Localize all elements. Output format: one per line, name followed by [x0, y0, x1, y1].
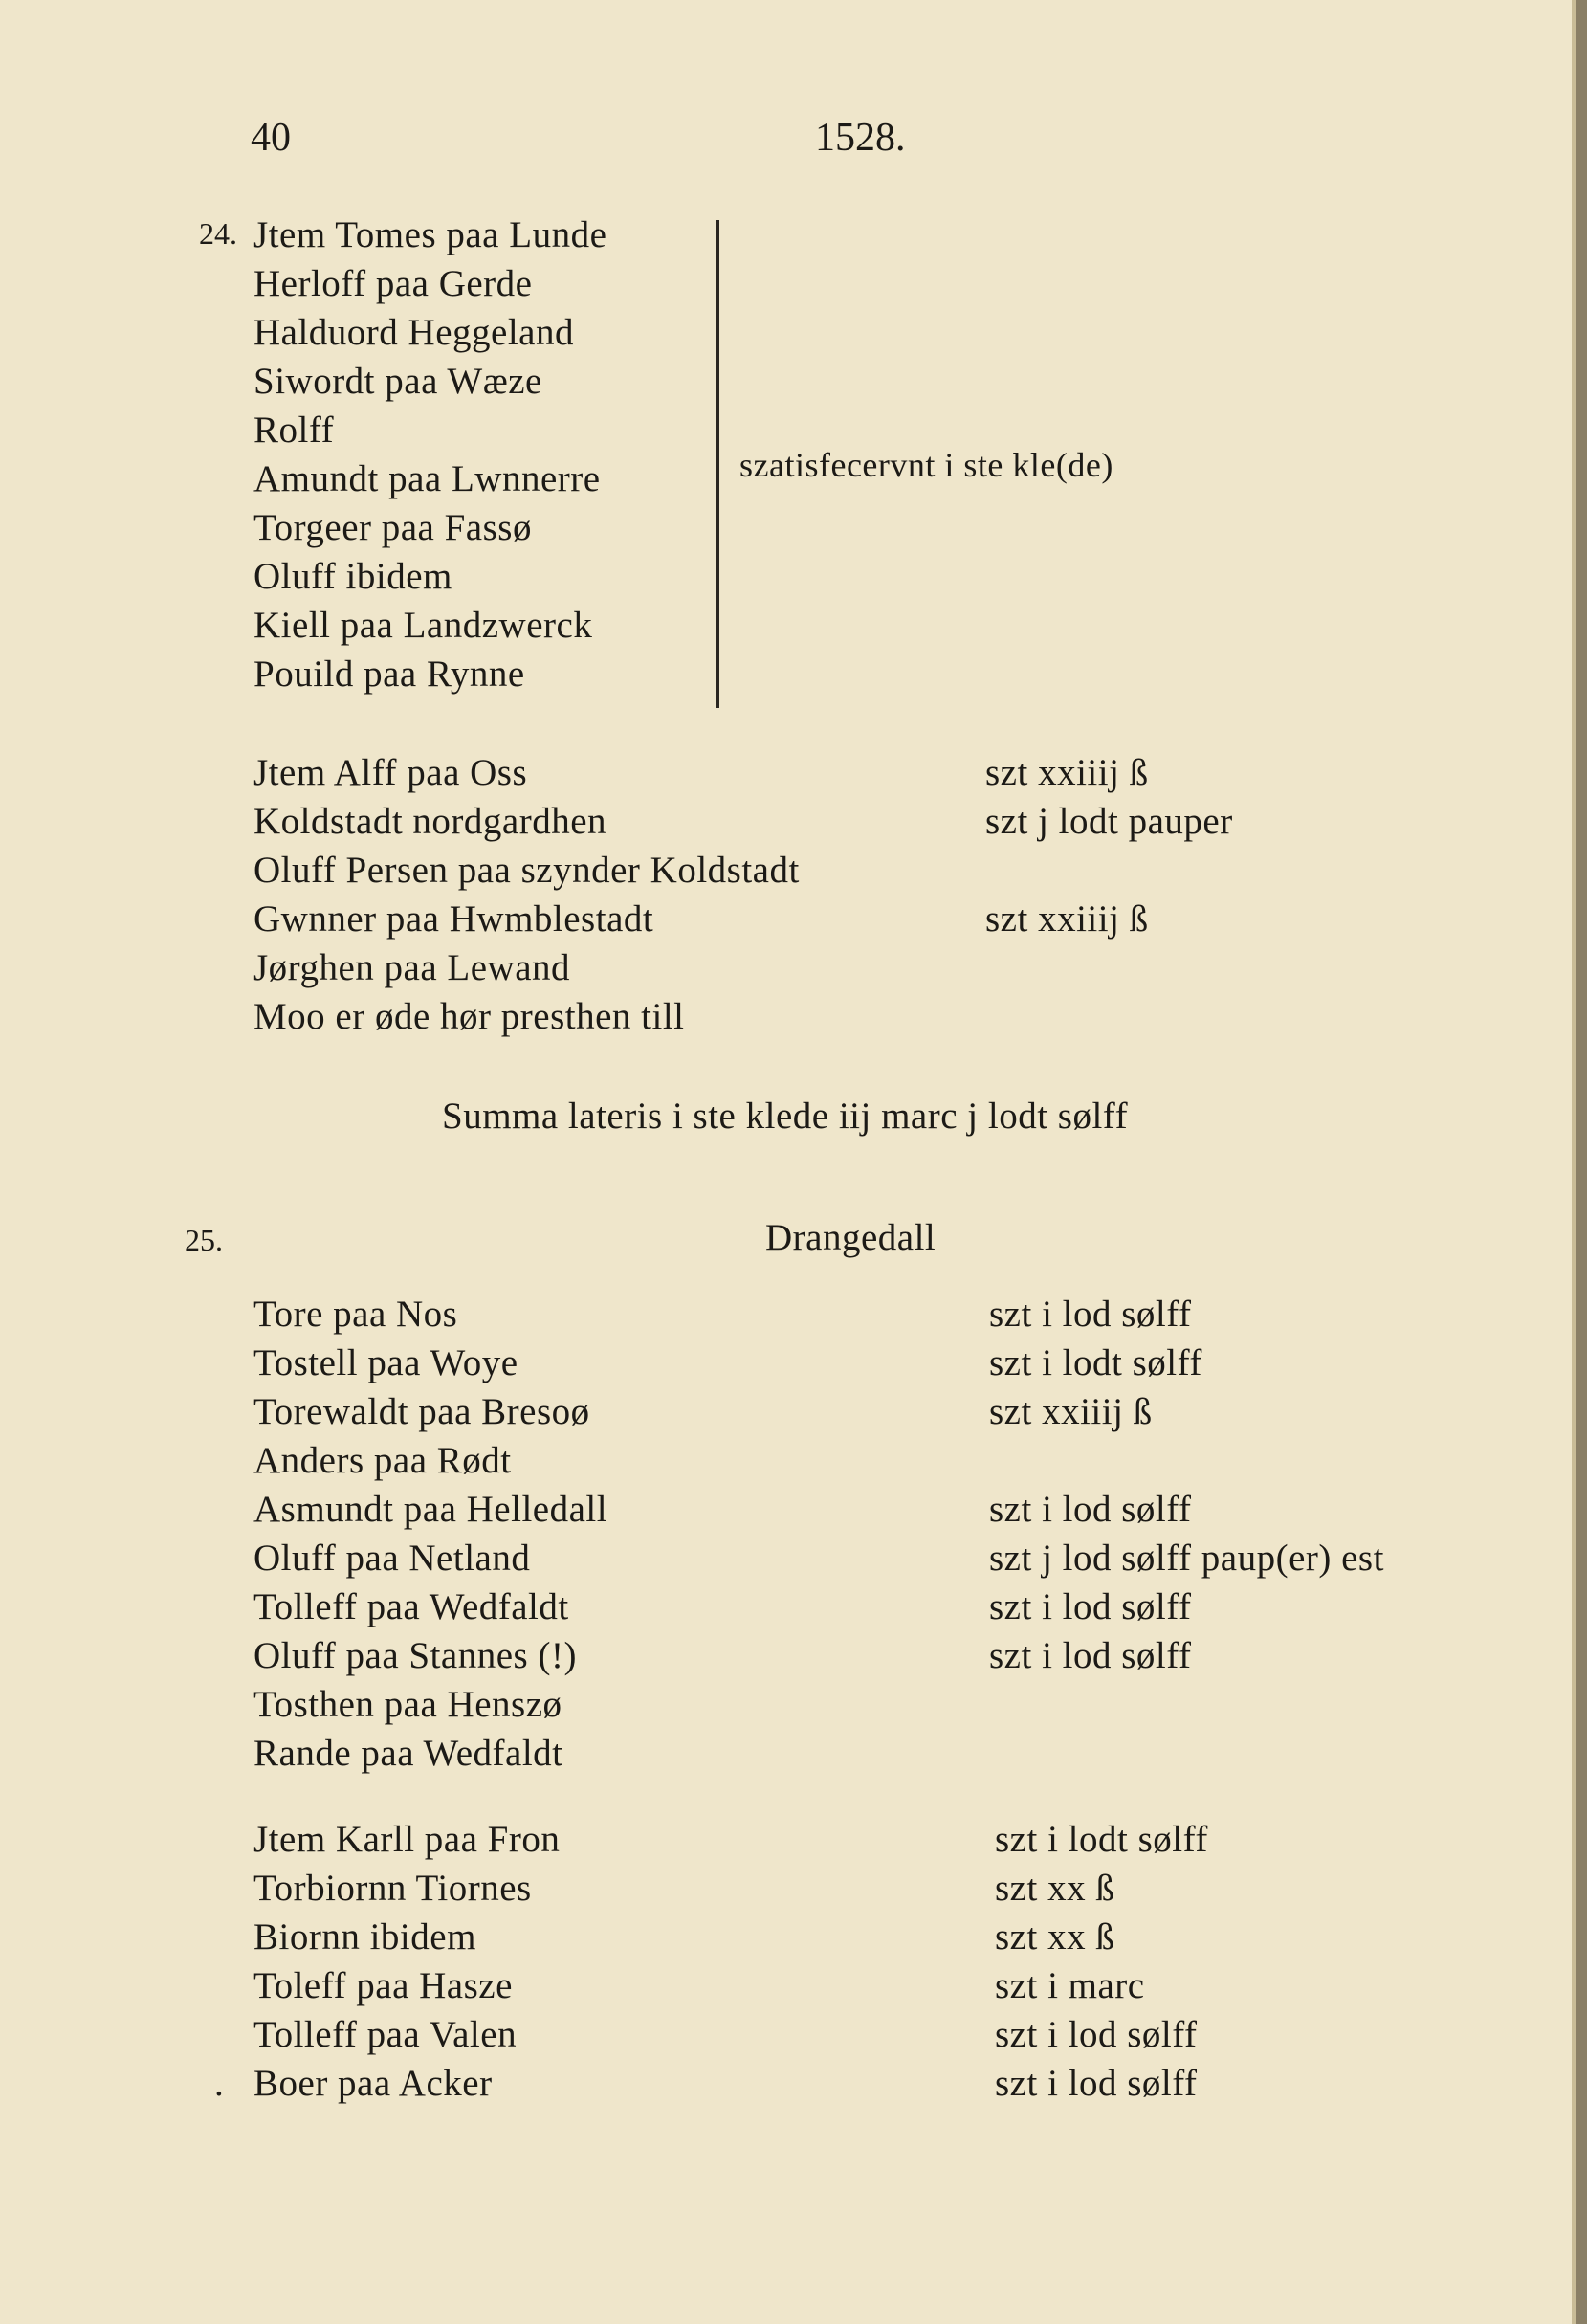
page-edge — [1576, 0, 1587, 2324]
list-item: Tolleff paa Wedfaldt — [253, 1586, 569, 1627]
list-item: Torbiornn Tiornes — [253, 1868, 532, 1909]
amount-item — [989, 1729, 1384, 1778]
list-item: Pouild paa Rynne — [253, 653, 525, 695]
list-item: Oluff paa Netland — [253, 1538, 531, 1579]
list-item: Kiell paa Landzwerck — [253, 605, 593, 646]
entry25-amount-list-2 — [995, 1815, 1208, 2108]
amount-item: szt i lodt sølff — [995, 1819, 1208, 1860]
list-item: Halduord Heggeland — [253, 312, 574, 353]
list-item: Asmundt paa Helledall — [253, 1489, 608, 1530]
amount-item — [985, 846, 1233, 895]
entry-number-25: 25. — [185, 1223, 223, 1257]
list-item: Biornn ibidem — [253, 1916, 476, 1958]
list-item: Torgeer paa Fassø — [253, 507, 532, 548]
amount-item: szt xxiiij ß — [985, 898, 1149, 940]
amount-item: szt xxiiij ß — [985, 752, 1149, 793]
list-item: Jtem Karll paa Fron — [253, 1819, 561, 1860]
margin-dot: . — [214, 2063, 225, 2104]
list-item: Rande paa Wedfaldt — [253, 1733, 563, 1774]
amount-item: szt i lod sølff — [989, 1489, 1192, 1530]
amount-item — [989, 1680, 1384, 1729]
entry25-amount-list — [989, 1290, 1384, 1778]
entry24-name-list — [253, 748, 800, 1041]
list-item: Siwordt paa Wæze — [253, 361, 542, 402]
amount-item: szt i lod sølff — [989, 1294, 1192, 1335]
amount-item — [985, 943, 1233, 992]
list-item: Toleff paa Hasze — [253, 1965, 513, 2006]
list-item: Jørghen paa Lewand — [253, 947, 570, 988]
list-item: Rolff — [253, 409, 335, 451]
list-item: Tore paa Nos — [253, 1294, 458, 1335]
amount-item: szt i lodt sølff — [989, 1342, 1202, 1383]
list-item: Oluff paa Stannes (!) — [253, 1635, 577, 1676]
grouping-brace — [711, 220, 719, 708]
list-item: Oluff ibidem — [253, 556, 452, 597]
amount-item: szt xx ß — [995, 1868, 1115, 1909]
entry24-amount-list — [985, 748, 1233, 1041]
page-year: 1528. — [815, 116, 906, 160]
amount-item — [989, 1436, 1384, 1485]
list-item: Oluff Persen paa szynder Koldstadt — [253, 850, 800, 891]
amount-item: szt j lodt pauper — [985, 801, 1233, 842]
list-item: Jtem Alff paa Oss — [253, 752, 528, 793]
amount-item: szt i lod sølff — [995, 2063, 1198, 2104]
section-heading: Drangedall — [765, 1217, 937, 1258]
list-item: Jtem Tomes paa Lunde — [253, 214, 607, 255]
brace-note: szatisfecervnt i ste kle(de) — [739, 446, 1113, 484]
list-item: Tolleff paa Valen — [253, 2014, 518, 2055]
list-item: Koldstadt nordgardhen — [253, 801, 607, 842]
list-item: Herloff paa Gerde — [253, 263, 533, 304]
list-item: Amundt paa Lwnnerre — [253, 458, 601, 499]
amount-item: szt i lod sølff — [989, 1635, 1192, 1676]
list-item: Tostell paa Woye — [253, 1342, 518, 1383]
list-item: Moo er øde hør presthen till — [253, 996, 685, 1037]
list-item: Boer paa Acker — [253, 2063, 493, 2104]
entry24-brace-name-list — [253, 210, 606, 698]
amount-item: szt i lod sølff — [989, 1586, 1192, 1627]
list-item: Tosthen paa Henszø — [253, 1684, 562, 1725]
amount-item: szt xx ß — [995, 1916, 1115, 1958]
list-item: Gwnner paa Hwmblestadt — [253, 898, 654, 940]
entry25-name-list — [253, 1290, 607, 1778]
summa-lateris: Summa lateris i ste klede iij marc j lodt sølff — [442, 1096, 1129, 1137]
amount-item: szt xxiiij ß — [989, 1391, 1153, 1432]
amount-item — [985, 992, 1233, 1041]
entry-number-24: 24. — [199, 216, 237, 251]
page-number: 40 — [251, 116, 291, 160]
entry25-name-list-2 — [253, 1815, 560, 2108]
list-item: Torewaldt paa Bresoø — [253, 1391, 590, 1432]
amount-item: szt i lod sølff — [995, 2014, 1198, 2055]
amount-item: szt j lod sølff paup(er) est — [989, 1538, 1384, 1579]
amount-item: szt i marc — [995, 1965, 1145, 2006]
list-item: Anders paa Rødt — [253, 1440, 512, 1481]
